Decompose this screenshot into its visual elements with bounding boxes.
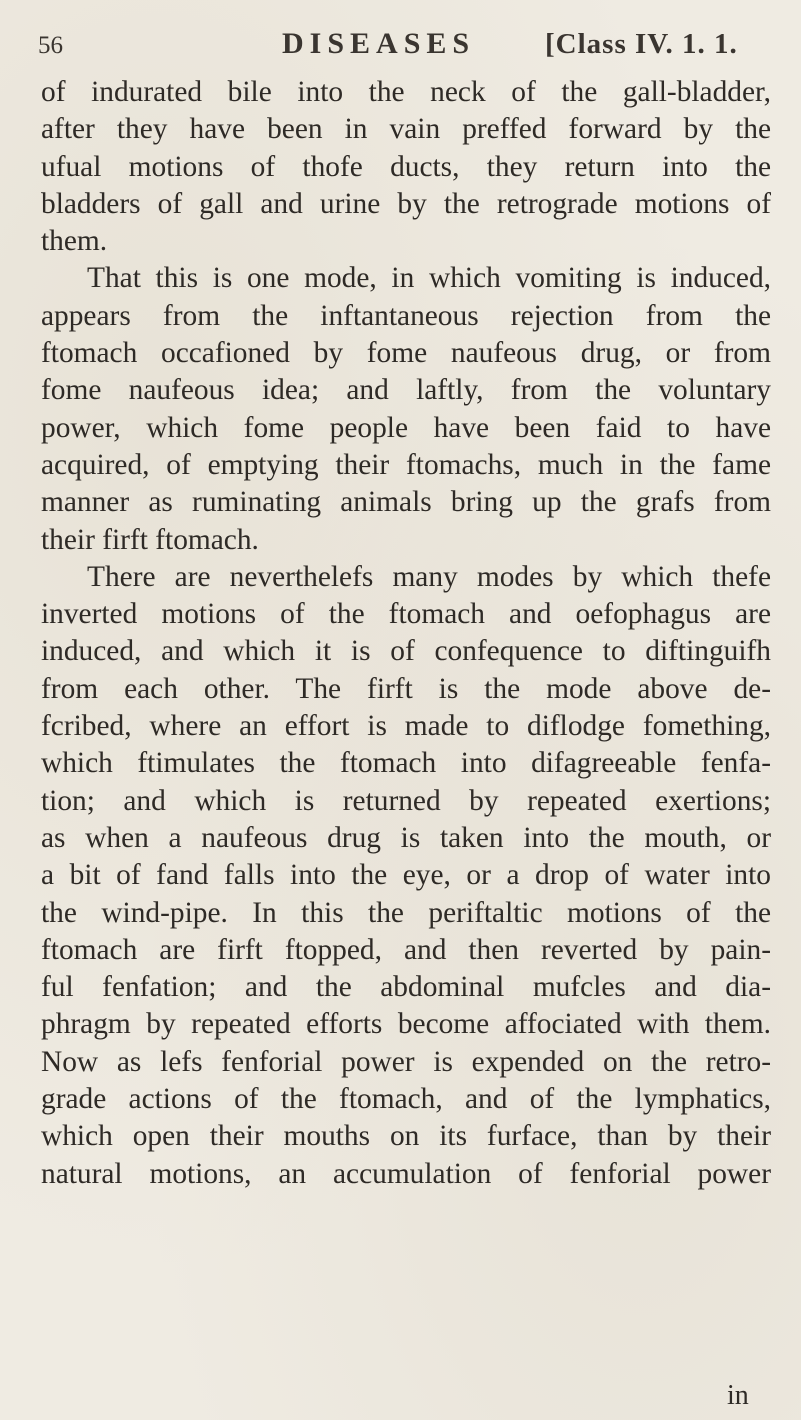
text-line: natural motions, an accumulation of fenforial power [41, 1157, 771, 1190]
text-line: them. [41, 225, 108, 258]
text-line: appears from the inftantaneous rejection from the [41, 299, 771, 332]
text-line: fcribed, where an effort is made to diflodge fomething, [41, 710, 771, 743]
text-line: of indurated bile into the neck of the gall-bladder, [41, 76, 771, 108]
text-line: grade actions of the ftomach, and of the lymphatics, [41, 1083, 771, 1116]
text-line: fome naufeous idea; and laftly, from the voluntary [41, 374, 771, 407]
text-line: a bit of fand falls into the eye, or a drop of water into [41, 859, 771, 892]
text-line: tion; and which is returned by repeated exertions; [41, 784, 771, 817]
running-title: DISEASES [282, 27, 476, 60]
text-line: That this is one mode, in which vomiting is induced, [87, 262, 771, 295]
text-line: the wind-pipe. In this the periftaltic motions of the [41, 896, 771, 929]
page-number: 56 [38, 32, 63, 59]
body-text [41, 74, 771, 1193]
text-line: phragm by repeated efforts become affociated with them. [41, 1008, 771, 1041]
text-line: There are neverthelefs many modes by which thefe [87, 560, 771, 593]
text-line: as when a naufeous drug is taken into the mouth, or [41, 821, 771, 854]
text-line: which open their mouths on its furface, than by their [41, 1120, 771, 1153]
text-line: acquired, of emptying their ftomachs, much in the fame [41, 448, 771, 481]
text-line: from each other. The firft is the mode above de- [41, 672, 771, 705]
text-line: ftomach occafioned by fome naufeous drug, or from [41, 337, 771, 370]
page-header [38, 24, 771, 64]
text-line: inverted motions of the ftomach and oefophagus are [41, 598, 771, 631]
text-line: bladders of gall and urine by the retrograde motions of [41, 187, 771, 220]
text-line: induced, and which it is of confequence to diftinguifh [41, 635, 771, 668]
text-line: their firft ftomach. [41, 523, 259, 556]
text-line: ful fenfation; and the abdominal mufcles and dia- [41, 971, 771, 1004]
text-line: manner as ruminating animals bring up the grafs from [41, 486, 771, 519]
text-line: Now as lefs fenforial power is expended on the retro- [41, 1045, 771, 1078]
catchword: in [727, 1380, 749, 1411]
text-line: ufual motions of thofe ducts, they return into the [41, 150, 771, 183]
text-line: which ftimulates the ftomach into difagreeable fenfa- [41, 747, 771, 780]
text-line: ftomach are firft ftopped, and then reverted by pain- [41, 933, 771, 966]
text-line: after they have been in vain preffed forward by the [41, 113, 771, 146]
text-line: power, which fome people have been faid to have [41, 411, 771, 444]
class-mark: [Class IV. 1. 1. [545, 28, 738, 60]
